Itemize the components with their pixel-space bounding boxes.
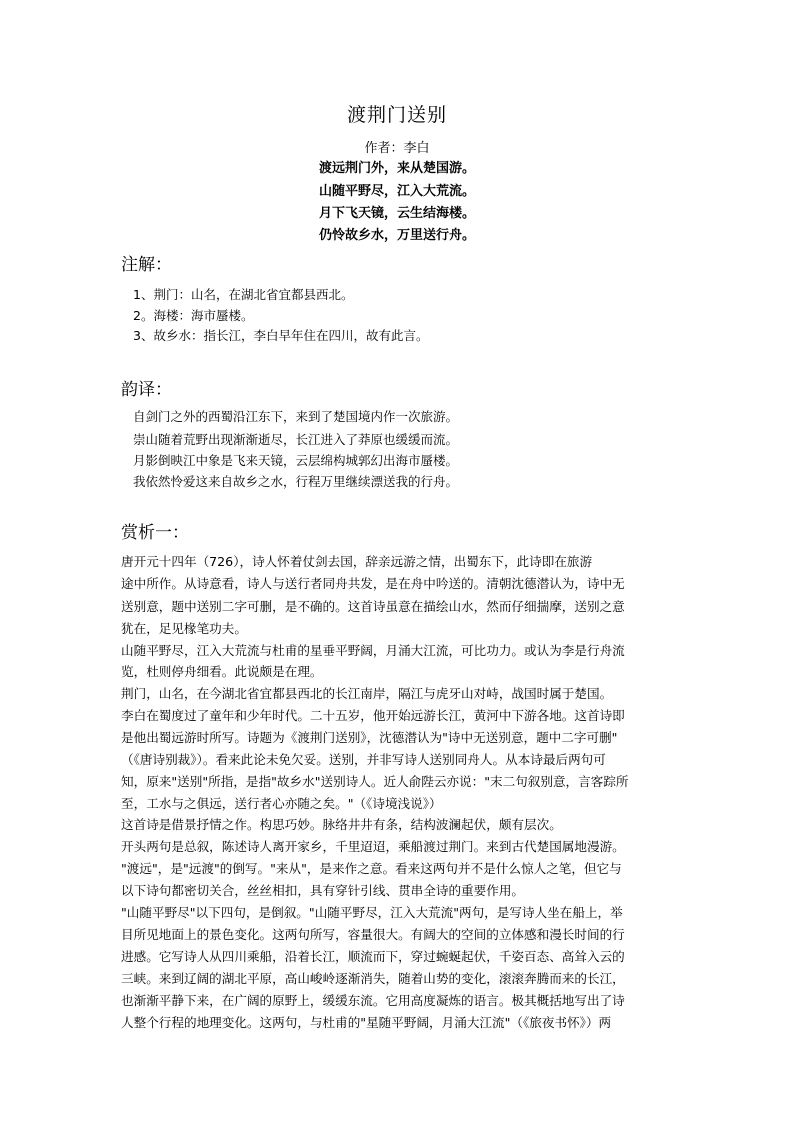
- paragraph-line: 犹在，足见椽笔功夫。: [121, 621, 247, 636]
- paragraph-line: 李白在蜀度过了童年和少年时代。二十五岁，他开始远游长江，黄河中下游各地。这首诗即: [121, 708, 625, 723]
- paragraph-line: 以下诗句都密切关合，丝丝相扣，具有穿针引线、贯串全诗的重要作用。: [121, 883, 524, 898]
- paragraph-line: 人整个行程的地理变化。这两句，与杜甫的"星随平野阔，月涌大江流"（《旅夜书怀》）两: [121, 1015, 612, 1030]
- paragraph-line: "渡远"，是"远渡"的倒写。"来从"，是来作之意。看来这两句并不是什么惊人之笔，但它与: [121, 861, 622, 876]
- poem-line: 渡远荆门外，来从楚国游。: [318, 161, 475, 176]
- paragraph-line: 唐开元十四年（726），诗人怀着仗剑去国，辞亲远游之情，出蜀东下，此诗即在旅游: [121, 554, 593, 569]
- note-item: 2。海楼：海市蜃楼。: [133, 308, 254, 323]
- paragraph-line: 也渐渐平静下来，在广阔的原野上，缓缓东流。它用高度凝炼的语言。极其概括地写出了诗: [121, 993, 625, 1008]
- paragraph-line: 开头两句是总叙，陈述诗人离开家乡，千里迢迢，乘船渡过荆门。来到古代楚国属地漫游。: [121, 839, 625, 854]
- poem-title: 渡荆门送别: [346, 104, 447, 126]
- poem-line: 山随平野尽，江入大荒流。: [318, 184, 475, 199]
- paragraph-line: 送别意，题中送别二字可删，是不确的。这首诗虽意在描绘山水，然而仔细揣摩，送别之意: [121, 599, 625, 614]
- notes-heading: 注解：: [121, 255, 172, 275]
- paragraph-line: 荆门，山名，在今湖北省宜都县西北的长江南岸，隔江与虎牙山对峙，战国时属于楚国。: [121, 686, 613, 701]
- poem-author: 作者：李白: [364, 141, 430, 156]
- paragraph-line: （《唐诗别裁》）。看来此论未免欠妥。送别，并非写诗人送别同舟人。从本诗最后两句可: [121, 752, 606, 767]
- paragraph-line: 途中所作。从诗意看，诗人与送行者同舟共发，是在舟中吟送的。清朝沈德潜认为，诗中无: [121, 576, 625, 591]
- poem-line: 月下飞天镜，云生结海楼。: [318, 206, 475, 221]
- translation-line: 我依然怜爱这来自故乡之水，行程万里继续漂送我的行舟。: [133, 474, 459, 489]
- note-item: 3、故乡水：指长江，李白早年住在四川，故有此言。: [133, 328, 429, 343]
- paragraph-line: 览，杜则停舟细看。此说颇是在理。: [121, 664, 323, 679]
- paragraph-line: 知，原来"送别"所指，是指"故乡水"送别诗人。近人俞陛云亦说："末二句叙别意，言客踪所: [121, 774, 629, 789]
- translation-line: 自剑门之外的西蜀沿江东下，来到了楚国境内作一次旅游。: [133, 409, 459, 424]
- translation-heading: 韵译：: [121, 380, 172, 400]
- note-item: 1、荆门：山名，在湖北省宜都县西北。: [133, 287, 354, 302]
- paragraph-line: 至，工水与之俱远，送行者心亦随之矣。"（《诗境浅说》）: [121, 796, 442, 811]
- poem-line: 仍怜故乡水，万里送行舟。: [318, 228, 475, 243]
- paragraph-line: 三峡。来到辽阔的湖北平原，高山峻岭逐渐消失，随着山势的变化，滚滚奔腾而来的长江，: [121, 971, 625, 986]
- translation-line: 崇山随着荒野出现渐渐逝尽，长江进入了莽原也缓缓而流。: [133, 432, 459, 447]
- paragraph-line: 是他出蜀远游时所写。诗题为《渡荆门送别》，沈德潜认为"诗中无送别意，题中二字可删": [121, 730, 618, 745]
- paragraph-line: "山随平野尽"以下四句，是倒叙。"山随平野尽，江入大荒流"两句，是写诗人坐在船上，举: [121, 905, 623, 920]
- appreciation-heading: 赏析一：: [121, 523, 189, 543]
- translation-line: 月影倒映江中象是飞来天镜，云层绵构城郭幻出海市蜃楼。: [133, 453, 459, 468]
- paragraph-line: 进感。它写诗人从四川乘船，沿着长江，顺流而下，穿过蜿蜒起伏，千姿百态、高耸入云的: [121, 949, 625, 964]
- paragraph-line: 山随平野尽，江入大荒流与杜甫的星垂平野阔，月涌大江流，可比功力。或认为李是行舟流: [121, 643, 625, 658]
- paragraph-line: 目所见地面上的景色变化。这两句所写，容量很大。有阔大的空间的立体感和漫长时间的行: [121, 927, 625, 942]
- paragraph-line: 这首诗是借景抒情之作。构思巧妙。脉络井井有条，结构波澜起伏，颇有层次。: [121, 817, 562, 832]
